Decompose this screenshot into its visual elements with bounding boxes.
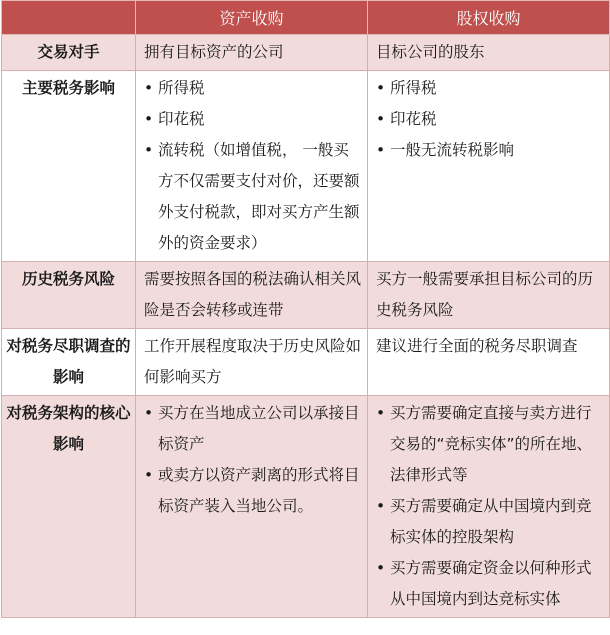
bullet-icon: • [144, 110, 154, 128]
bullet-icon: • [376, 559, 386, 577]
list-item [376, 553, 603, 615]
list-item [376, 398, 603, 491]
row-main-tax-impact [2, 71, 610, 262]
bullet-icon: • [376, 79, 386, 97]
list-item-text: 或卖方以资产剥离的形式将目标资产装入当地公司。 [158, 466, 360, 515]
list-item-text: 印花税 [158, 110, 205, 128]
equity-cell: 目标公司的股东 [368, 35, 610, 71]
row-label: 对税务尽职调查的影响 [2, 329, 136, 396]
list-item [144, 398, 361, 460]
list-item [376, 73, 603, 104]
asset-cell: 工作开展程度取决于历史风险如何影响买方 [136, 329, 368, 396]
list-item-text: 买方在当地成立公司以承接目标资产 [158, 404, 360, 453]
bullet-list [376, 73, 603, 166]
equity-cell: 建议进行全面的税务尽职调查 [368, 329, 610, 396]
comparison-table [1, 0, 610, 618]
bullet-icon: • [144, 404, 154, 422]
equity-cell [368, 71, 610, 262]
bullet-icon: • [144, 466, 154, 484]
list-item-text: 所得税 [158, 79, 205, 97]
bullet-list [144, 398, 361, 522]
list-item [144, 104, 361, 135]
row-label: 交易对手 [2, 35, 136, 71]
header-asset-acquisition: 资产收购 [136, 1, 368, 35]
list-item-text: 所得税 [390, 79, 437, 97]
list-item [144, 135, 361, 259]
bullet-icon: • [376, 141, 386, 159]
asset-cell: 拥有目标资产的公司 [136, 35, 368, 71]
list-item-text: 买方需要确定资金以何种形式从中国境内到达竞标实体 [390, 559, 592, 608]
row-label: 历史税务风险 [2, 262, 136, 329]
list-item [376, 104, 603, 135]
list-item-text: 印花税 [390, 110, 437, 128]
asset-cell: 需要按照各国的税法确认相关风险是否会转移或连带 [136, 262, 368, 329]
bullet-icon: • [376, 497, 386, 515]
equity-cell: 买方一般需要承担目标公司的历史税务风险 [368, 262, 610, 329]
row-counterparty [2, 35, 610, 71]
list-item [144, 460, 361, 522]
asset-cell [136, 396, 368, 618]
equity-cell [368, 396, 610, 618]
list-item [376, 491, 603, 553]
bullet-icon: • [376, 404, 386, 422]
header-row [2, 1, 610, 35]
list-item-text: 一般无流转税影响 [390, 141, 515, 159]
bullet-icon: • [144, 141, 154, 159]
list-item-text: 买方需要确定从中国境内到竞标实体的控股架构 [390, 497, 592, 546]
bullet-icon: • [376, 110, 386, 128]
row-historical-tax-risk [2, 262, 610, 329]
list-item [144, 73, 361, 104]
row-due-diligence-impact [2, 329, 610, 396]
list-item-text: 流转税（如增值税， 一般买方不仅需要支付对价，还要额外支付税款，即对买方产生额外的资金要求） [158, 141, 360, 252]
header-corner [2, 1, 136, 35]
list-item-text: 买方需要确定直接与卖方进行交易的“竞标实体”的所在地、法律形式等 [390, 404, 593, 484]
bullet-list [376, 398, 603, 615]
header-equity-acquisition: 股权收购 [368, 1, 610, 35]
asset-cell [136, 71, 368, 262]
row-tax-structure-impact [2, 396, 610, 618]
list-item [376, 135, 603, 166]
bullet-list [144, 73, 361, 259]
row-label: 主要税务影响 [2, 71, 136, 262]
bullet-icon: • [144, 79, 154, 97]
row-label: 对税务架构的核心影响 [2, 396, 136, 618]
